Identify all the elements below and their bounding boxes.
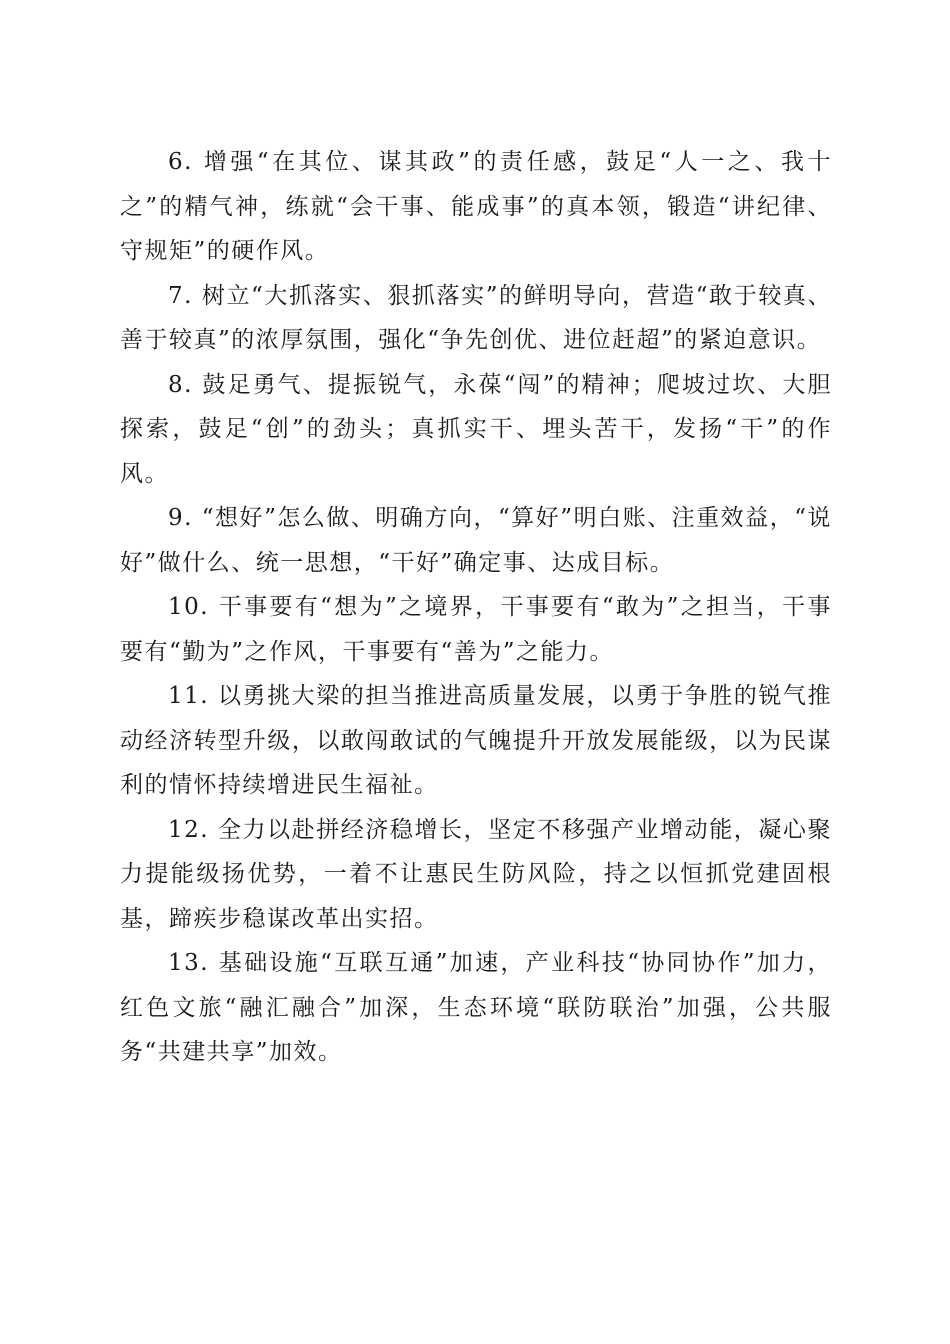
paragraph-6: 6. 增强“在其位、谋其政”的责任感，鼓足“人一之、我十之”的精气神，练就“会干事、能成事”的真本领，锻造“讲纪律、守规矩”的硬作风。 (120, 149, 832, 264)
paragraph-12: 12. 全力以赴拼经济稳增长，坚定不移强产业增动能，凝心聚力提能级扬优势，一着不让惠民生防风险，持之以恒抓党建固根基，蹄疾步稳谋改革出实招。 (120, 816, 832, 932)
paragraph-13: 13. 基础设施“互联互通”加速，产业科技“协同协作”加力，红色文旅“融汇融合”加深，生态环境“联防联治”加强，公共服务“共建共享”加效。 (120, 950, 832, 1065)
document-page (120, 140, 832, 1075)
paragraph-7: 7. 树立“大抓落实、狠抓落实”的鲜明导向，营造“敢于较真、善于较真”的浓厚氛围，强化“争先创优、进位赶超”的紧迫意识。 (120, 282, 832, 353)
paragraph-11: 11. 以勇挑大梁的担当推进高质量发展，以勇于争胜的锐气推动经济转型升级，以敢闯敢试的气魄提升开放发展能级，以为民谋利的情怀持续增进民生福祉。 (120, 683, 832, 798)
paragraph-8: 8. 鼓足勇气、提振锐气，永葆“闯”的精神；爬坡过坎、大胆探索，鼓足“创”的劲头；真抓实干、埋头苦干，发扬“干”的作风。 (120, 371, 832, 487)
paragraph-9: 9. “想好”怎么做、明确方向，“算好”明白账、注重效益，“说好”做什么、统一思想，“干好”确定事、达成目标。 (120, 505, 832, 576)
paragraph-10: 10. 干事要有“想为”之境界，干事要有“敢为”之担当，干事要有“勤为”之作风，干事要有“善为”之能力。 (120, 594, 832, 665)
